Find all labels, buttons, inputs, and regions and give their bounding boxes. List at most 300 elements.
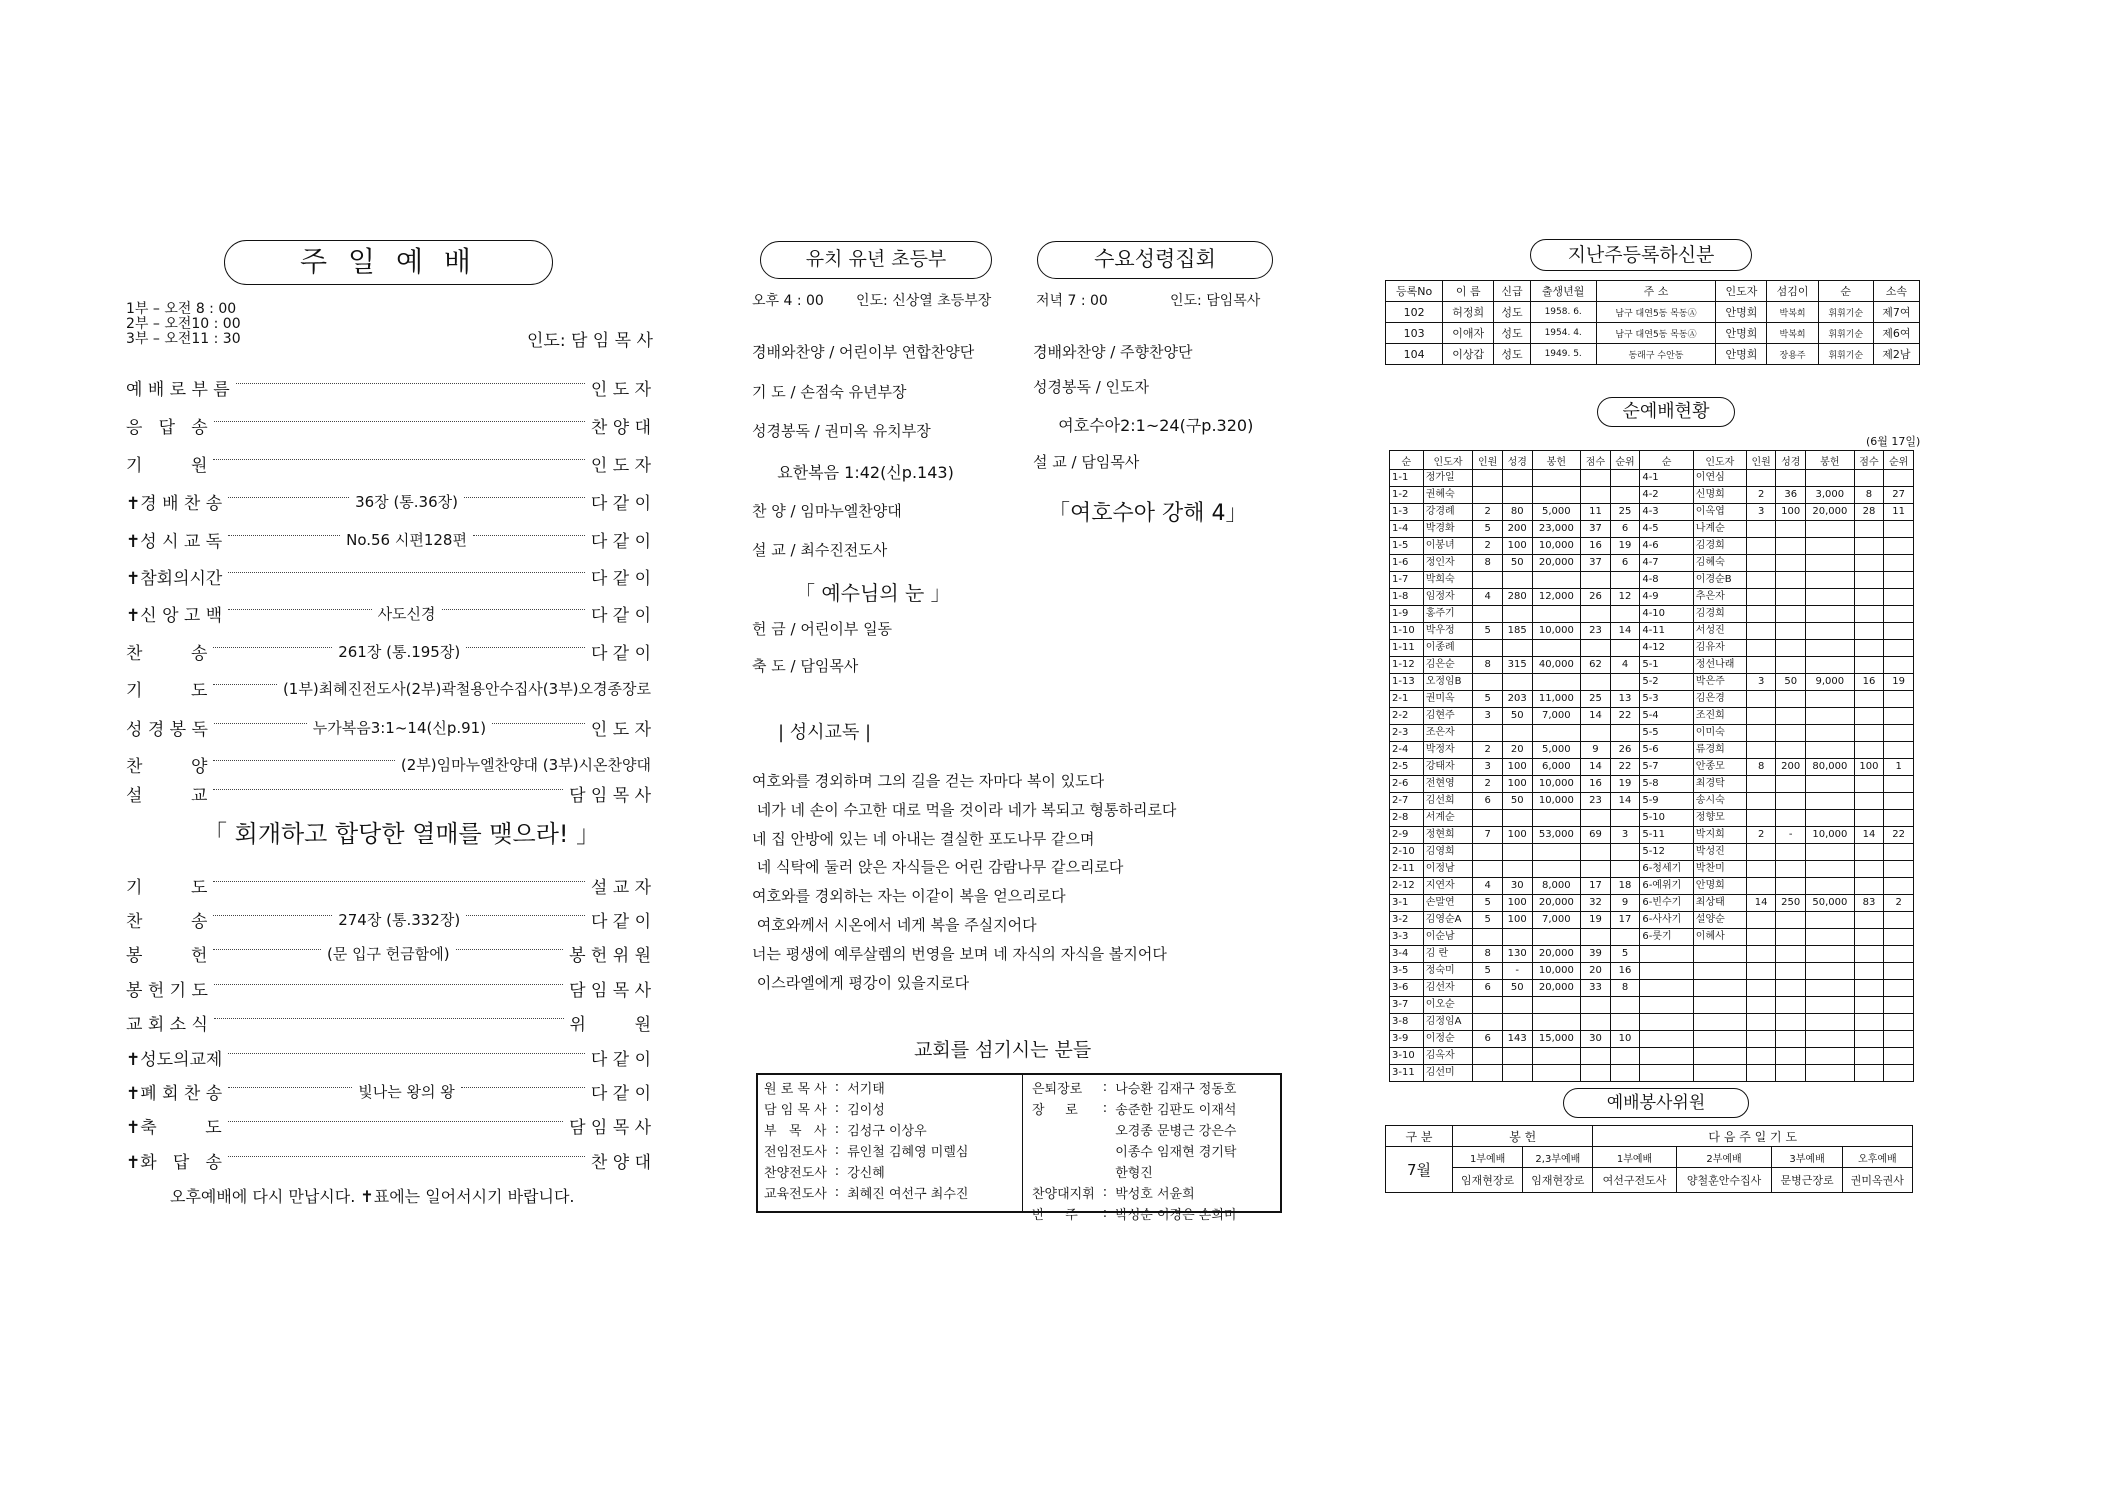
leader-row bbox=[1028, 1161, 1240, 1182]
attendance-cell bbox=[1884, 776, 1914, 793]
attendance-cell: 3,000 bbox=[1806, 487, 1855, 504]
newcomer-cell: 성도 bbox=[1494, 344, 1530, 365]
psalm-line: 여호와를 경외하는 자는 이같이 복을 얻으리로다 bbox=[752, 887, 1066, 906]
service-month: 7월 bbox=[1386, 1147, 1453, 1193]
attendance-cell bbox=[1884, 691, 1914, 708]
attendance-cell: 1-7 bbox=[1390, 572, 1424, 589]
kids-item: 찬 양 / 임마누엘찬양대 bbox=[752, 502, 902, 520]
attendance-cell bbox=[1746, 1065, 1776, 1082]
leader-role bbox=[1028, 1119, 1099, 1140]
attendance-row bbox=[1390, 997, 1914, 1014]
attendance-cell: 12 bbox=[1610, 589, 1640, 606]
attendance-cell bbox=[1502, 1065, 1532, 1082]
worship-order-item bbox=[126, 565, 651, 587]
attendance-cell: 13 bbox=[1610, 691, 1640, 708]
attendance-cell bbox=[1806, 1065, 1855, 1082]
attendance-row bbox=[1390, 827, 1914, 844]
attendance-cell: 5 bbox=[1473, 963, 1503, 980]
worship-order-detail: 빛나는 왕의 왕 bbox=[358, 1082, 455, 1101]
worship-order-label: 찬 양 bbox=[126, 756, 208, 777]
attendance-cell bbox=[1581, 1065, 1611, 1082]
attendance-cell: 200 bbox=[1502, 521, 1532, 538]
newcomer-cell: 102 bbox=[1386, 302, 1443, 323]
attendance-cell bbox=[1806, 538, 1855, 555]
psalm-line: 네가 네 손이 수고한 대로 먹을 것이라 네가 복되고 형통하리로다 bbox=[752, 800, 1177, 819]
attendance-cell bbox=[1806, 980, 1855, 997]
worship-order-label: ✝축 도 bbox=[126, 1117, 222, 1138]
newcomer-cell: 1954. 4. bbox=[1530, 323, 1596, 344]
worship-order-person: 다 같 이 bbox=[590, 605, 652, 626]
attendance-cell bbox=[1806, 589, 1855, 606]
attendance-cell: 김옥자 bbox=[1423, 1048, 1473, 1065]
attendance-header: 순 bbox=[1640, 451, 1693, 470]
worship-order-detail: 누가복음3:1~14(신p.91) bbox=[312, 718, 487, 737]
leader-names: 한형진 bbox=[1115, 1166, 1153, 1181]
leader-dots bbox=[442, 609, 585, 610]
leader-dots bbox=[214, 984, 563, 985]
attendance-cell: 62 bbox=[1581, 657, 1611, 674]
attendance-cell bbox=[1776, 572, 1806, 589]
attendance-row bbox=[1390, 878, 1914, 895]
leader-role: 전임전도사 bbox=[764, 1145, 827, 1160]
attendance-cell bbox=[1776, 861, 1806, 878]
leaders-left bbox=[760, 1077, 972, 1203]
attendance-cell: 5 bbox=[1473, 691, 1503, 708]
attendance-cell: 2-7 bbox=[1390, 793, 1424, 810]
wed-item: 설 교 / 담임목사 bbox=[1033, 453, 1140, 471]
attendance-cell: 5-10 bbox=[1640, 810, 1693, 827]
worship-order-item bbox=[126, 1114, 651, 1136]
newcomer-cell: 휘휘기순 bbox=[1818, 344, 1873, 365]
attendance-cell: 5-4 bbox=[1640, 708, 1693, 725]
attendance-cell: 6 bbox=[1610, 521, 1640, 538]
attendance-cell bbox=[1884, 1014, 1914, 1031]
attendance-cell: 이오순 bbox=[1423, 997, 1473, 1014]
leader-dots bbox=[213, 684, 276, 685]
attendance-cell bbox=[1473, 861, 1503, 878]
attendance-cell bbox=[1884, 521, 1914, 538]
leader-role bbox=[1099, 1161, 1111, 1182]
attendance-cell: 6-빈수기 bbox=[1640, 895, 1693, 912]
worship-order-detail: 사도신경 bbox=[377, 604, 436, 623]
newcomer-cell: 성도 bbox=[1494, 302, 1530, 323]
attendance-cell: 5-8 bbox=[1640, 776, 1693, 793]
attendance-cell: 4-3 bbox=[1640, 504, 1693, 521]
attendance-cell: 권혜숙 bbox=[1423, 487, 1473, 504]
attendance-cell bbox=[1581, 606, 1611, 623]
worship-order-item bbox=[126, 782, 651, 804]
sunday-worship-title: 주 일 예 배 bbox=[224, 240, 553, 285]
attendance-cell: 이옥엽 bbox=[1693, 504, 1746, 521]
attendance-cell: 설양순 bbox=[1693, 912, 1746, 929]
worship-order-label: 예 배 로 부 름 bbox=[126, 379, 230, 400]
attendance-cell: 손말연 bbox=[1423, 895, 1473, 912]
attendance-cell: 2-4 bbox=[1390, 742, 1424, 759]
attendance-cell: 4 bbox=[1610, 657, 1640, 674]
attendance-cell bbox=[1746, 810, 1776, 827]
attendance-cell bbox=[1746, 708, 1776, 725]
attendance-cell: 1-9 bbox=[1390, 606, 1424, 623]
attendance-cell: 4-5 bbox=[1640, 521, 1693, 538]
leader-dots bbox=[464, 497, 585, 498]
worship-order-person: 다 같 이 bbox=[590, 568, 651, 589]
attendance-cell: 10,000 bbox=[1532, 793, 1581, 810]
attendance-cell: 홍주기 bbox=[1423, 606, 1473, 623]
attendance-cell: 정향모 bbox=[1693, 810, 1746, 827]
attendance-row bbox=[1390, 691, 1914, 708]
attendance-cell: 37 bbox=[1581, 555, 1611, 572]
attendance-cell: 8 bbox=[1473, 946, 1503, 963]
attendance-cell bbox=[1776, 793, 1806, 810]
attendance-cell bbox=[1884, 606, 1914, 623]
attendance-cell: 5-3 bbox=[1640, 691, 1693, 708]
attendance-cell bbox=[1854, 793, 1884, 810]
attendance-cell: 2-5 bbox=[1390, 759, 1424, 776]
leader-row bbox=[760, 1161, 972, 1182]
attendance-cell: 18 bbox=[1610, 878, 1640, 895]
attendance-cell: 37 bbox=[1581, 521, 1611, 538]
attendance-cell: 6-사사기 bbox=[1640, 912, 1693, 929]
attendance-cell bbox=[1854, 1031, 1884, 1048]
attendance-cell bbox=[1746, 589, 1776, 606]
attendance-cell: 강경례 bbox=[1423, 504, 1473, 521]
attendance-cell bbox=[1502, 1014, 1532, 1031]
kids-worship-title: 유치 유년 초등부 bbox=[760, 241, 992, 279]
attendance-row bbox=[1390, 861, 1914, 878]
newcomer-cell: 안명희 bbox=[1716, 344, 1767, 365]
leader-row bbox=[760, 1119, 972, 1140]
leader-names: 강신혜 bbox=[847, 1166, 885, 1181]
attendance-row bbox=[1390, 810, 1914, 827]
attendance-cell bbox=[1854, 878, 1884, 895]
attendance-row bbox=[1390, 1031, 1914, 1048]
worship-order-detail: (2부)임마누엘찬양대 (3부)시온찬양대 bbox=[400, 755, 651, 774]
attendance-cell: 오정임B bbox=[1423, 674, 1473, 691]
attendance-header: 점수 bbox=[1854, 451, 1884, 470]
worship-order-label: 봉 헌 bbox=[126, 945, 208, 966]
leader-role: : bbox=[834, 1185, 840, 1200]
attendance-cell: 3 bbox=[1746, 504, 1776, 521]
attendance-cell: 9 bbox=[1610, 895, 1640, 912]
attendance-cell bbox=[1693, 946, 1746, 963]
attendance-cell bbox=[1502, 810, 1532, 827]
attendance-cell: 정숙미 bbox=[1423, 963, 1473, 980]
worship-order-label: ✝참회의시간 bbox=[126, 568, 223, 589]
attendance-cell: 1-1 bbox=[1390, 470, 1424, 487]
newcomer-cell: 박복희 bbox=[1767, 302, 1818, 323]
psalm-line: 여호와를 경외하며 그의 길을 걷는 자마다 복이 있도다 bbox=[752, 772, 1105, 790]
attendance-cell: 8 bbox=[1610, 980, 1640, 997]
attendance-cell bbox=[1806, 861, 1855, 878]
leader-dots bbox=[228, 609, 371, 610]
attendance-cell: 1-11 bbox=[1390, 640, 1424, 657]
attendance-cell: 이연심 bbox=[1693, 470, 1746, 487]
newcomer-cell: 남구 대연5동 목동Ⓐ bbox=[1596, 302, 1716, 323]
attendance-cell: 4-12 bbox=[1640, 640, 1693, 657]
leader-dots bbox=[213, 949, 320, 950]
attendance-cell bbox=[1806, 657, 1855, 674]
attendance-row bbox=[1390, 759, 1914, 776]
attendance-cell bbox=[1746, 657, 1776, 674]
attendance-cell: 6 bbox=[1473, 980, 1503, 997]
attendance-cell: 3-7 bbox=[1390, 997, 1424, 1014]
attendance-cell bbox=[1854, 1065, 1884, 1082]
attendance-row bbox=[1390, 640, 1914, 657]
attendance-cell bbox=[1854, 1014, 1884, 1031]
attendance-cell: 50 bbox=[1502, 980, 1532, 997]
attendance-row bbox=[1390, 555, 1914, 572]
attendance-cell: 2 bbox=[1473, 776, 1503, 793]
attendance-cell bbox=[1854, 623, 1884, 640]
worship-order-item bbox=[126, 753, 651, 775]
attendance-cell: 143 bbox=[1502, 1031, 1532, 1048]
attendance-cell bbox=[1854, 572, 1884, 589]
attendance-row bbox=[1390, 708, 1914, 725]
attendance-cell bbox=[1746, 878, 1776, 895]
attendance-cell: 4-11 bbox=[1640, 623, 1693, 640]
attendance-cell: 김영희 bbox=[1423, 844, 1473, 861]
attendance-cell: 5 bbox=[1473, 895, 1503, 912]
attendance-cell: 10,000 bbox=[1532, 623, 1581, 640]
attendance-header: 성경 bbox=[1502, 451, 1532, 470]
worship-order-item bbox=[126, 908, 651, 930]
attendance-cell bbox=[1746, 1014, 1776, 1031]
attendance-row bbox=[1390, 725, 1914, 742]
attendance-cell bbox=[1610, 997, 1640, 1014]
kids-item: 기 도 / 손점숙 유년부장 bbox=[752, 383, 907, 401]
attendance-cell: 2 bbox=[1473, 538, 1503, 555]
psalm-line: 네 식탁에 둘러 앉은 자식들은 어린 감람나무 같으리로다 bbox=[752, 858, 1124, 877]
attendance-cell bbox=[1473, 1065, 1503, 1082]
attendance-cell bbox=[1581, 810, 1611, 827]
attendance-cell: 50,000 bbox=[1806, 895, 1855, 912]
newcomer-cell: 휘휘기순 bbox=[1818, 323, 1873, 344]
attendance-cell: 나계순 bbox=[1693, 521, 1746, 538]
attendance-header: 봉헌 bbox=[1806, 451, 1855, 470]
attendance-header: 인도자 bbox=[1693, 451, 1746, 470]
attendance-cell bbox=[1610, 861, 1640, 878]
attendance-cell bbox=[1640, 1031, 1693, 1048]
attendance-cell bbox=[1806, 470, 1855, 487]
attendance-cell bbox=[1806, 623, 1855, 640]
attendance-cell: 5 bbox=[1473, 912, 1503, 929]
attendance-cell: 315 bbox=[1502, 657, 1532, 674]
attendance-cell bbox=[1776, 606, 1806, 623]
attendance-row bbox=[1390, 623, 1914, 640]
service-h-bonghun: 봉 헌 bbox=[1453, 1126, 1593, 1147]
leader-dots bbox=[213, 459, 584, 460]
attendance-cell: 53,000 bbox=[1532, 827, 1581, 844]
attendance-cell bbox=[1610, 674, 1640, 691]
worship-order-person: 담 임 목 사 bbox=[569, 785, 651, 806]
attendance-cell: 25 bbox=[1581, 691, 1611, 708]
attendance-cell bbox=[1473, 606, 1503, 623]
worship-order-label: 성 경 봉 독 bbox=[126, 719, 208, 740]
attendance-cell: 2-6 bbox=[1390, 776, 1424, 793]
attendance-cell: 박성진 bbox=[1693, 844, 1746, 861]
attendance-cell bbox=[1806, 640, 1855, 657]
worship-order-label: ✝성도의교제 bbox=[126, 1049, 223, 1070]
attendance-cell bbox=[1854, 708, 1884, 725]
worship-order-detail: 36장 (통.36장) bbox=[355, 492, 458, 511]
attendance-cell bbox=[1746, 691, 1776, 708]
attendance-header: 순위 bbox=[1610, 451, 1640, 470]
leader-role: : bbox=[834, 1101, 840, 1116]
attendance-header: 봉헌 bbox=[1532, 451, 1581, 470]
attendance-cell: 박우정 bbox=[1423, 623, 1473, 640]
attendance-cell bbox=[1884, 1031, 1914, 1048]
attendance-cell bbox=[1746, 793, 1776, 810]
attendance-cell bbox=[1776, 725, 1806, 742]
attendance-cell: 20 bbox=[1502, 742, 1532, 759]
attendance-cell bbox=[1884, 810, 1914, 827]
attendance-cell: 3-3 bbox=[1390, 929, 1424, 946]
worship-order-person: 담 임 목 사 bbox=[569, 980, 651, 1001]
time-1: 1부 – 오전 8 : 00 bbox=[126, 301, 237, 317]
worship-order-item bbox=[126, 376, 651, 398]
leader-role: : bbox=[1102, 1185, 1108, 1200]
attendance-cell bbox=[1581, 640, 1611, 657]
attendance-cell bbox=[1806, 946, 1855, 963]
attendance-cell: 2 bbox=[1884, 895, 1914, 912]
newcomer-cell: 남구 대연5동 목동Ⓐ bbox=[1596, 323, 1716, 344]
attendance-cell bbox=[1746, 912, 1776, 929]
attendance-cell: 5,000 bbox=[1532, 742, 1581, 759]
newcomer-cell: 이애자 bbox=[1443, 323, 1494, 344]
attendance-cell: 1-13 bbox=[1390, 674, 1424, 691]
newcomer-cell: 동래구 수안동 bbox=[1596, 344, 1716, 365]
attendance-cell: 8 bbox=[1473, 657, 1503, 674]
leader-role: : bbox=[834, 1143, 840, 1158]
attendance-cell bbox=[1776, 776, 1806, 793]
leader-dots bbox=[466, 915, 585, 916]
attendance-cell: 5-9 bbox=[1640, 793, 1693, 810]
service-value: 임재현장로 bbox=[1523, 1168, 1593, 1193]
attendance-cell: 3 bbox=[1473, 708, 1503, 725]
kids-leader: 인도: 신상열 초등부장 bbox=[856, 293, 992, 309]
attendance-cell bbox=[1502, 725, 1532, 742]
attendance-cell bbox=[1854, 589, 1884, 606]
attendance-cell: 14 bbox=[1610, 623, 1640, 640]
attendance-cell bbox=[1806, 691, 1855, 708]
attendance-cell: 7,000 bbox=[1532, 708, 1581, 725]
attendance-cell bbox=[1806, 521, 1855, 538]
attendance-cell bbox=[1532, 997, 1581, 1014]
attendance-cell bbox=[1854, 606, 1884, 623]
attendance-cell bbox=[1854, 742, 1884, 759]
newcomer-cell: 박복희 bbox=[1767, 323, 1818, 344]
attendance-cell bbox=[1610, 487, 1640, 504]
attendance-cell bbox=[1581, 572, 1611, 589]
attendance-row bbox=[1390, 946, 1914, 963]
attendance-cell: 3-11 bbox=[1390, 1065, 1424, 1082]
attendance-cell bbox=[1746, 946, 1776, 963]
attendance-cell bbox=[1640, 1014, 1693, 1031]
leader-dots bbox=[461, 1087, 585, 1088]
attendance-cell: 100 bbox=[1502, 827, 1532, 844]
attendance-cell bbox=[1502, 606, 1532, 623]
worship-order-detail: (문 입구 헌금함에) bbox=[326, 944, 450, 963]
attendance-cell: 6-예위기 bbox=[1640, 878, 1693, 895]
attendance-cell: 4-8 bbox=[1640, 572, 1693, 589]
attendance-cell: 8,000 bbox=[1532, 878, 1581, 895]
attendance-cell: 안명희 bbox=[1693, 878, 1746, 895]
attendance-cell: 추은자 bbox=[1693, 589, 1746, 606]
attendance-cell: 3-9 bbox=[1390, 1031, 1424, 1048]
attendance-cell bbox=[1806, 1014, 1855, 1031]
attendance-cell: 20,000 bbox=[1532, 895, 1581, 912]
newcomers-header: 등록No bbox=[1386, 281, 1443, 302]
attendance-cell: 5-1 bbox=[1640, 657, 1693, 674]
attendance-cell bbox=[1532, 725, 1581, 742]
attendance-cell: 8 bbox=[1473, 555, 1503, 572]
attendance-cell: 16 bbox=[1854, 674, 1884, 691]
attendance-cell: 김선자 bbox=[1423, 980, 1473, 997]
attendance-cell: 10,000 bbox=[1532, 963, 1581, 980]
worship-order-item bbox=[126, 640, 651, 662]
attendance-row bbox=[1390, 521, 1914, 538]
newcomers-header: 출생년월 bbox=[1530, 281, 1596, 302]
attendance-row bbox=[1390, 742, 1914, 759]
attendance-cell: 100 bbox=[1502, 759, 1532, 776]
worship-order-person: 다 같 이 bbox=[590, 493, 651, 514]
worship-order-label: ✝경 배 찬 송 bbox=[126, 493, 223, 514]
attendance-cell bbox=[1776, 912, 1806, 929]
attendance-header: 성경 bbox=[1776, 451, 1806, 470]
leader-names: 이종수 임재현 경기탁 bbox=[1115, 1145, 1237, 1160]
attendance-cell: 이혜사 bbox=[1693, 929, 1746, 946]
attendance-cell: 100 bbox=[1502, 538, 1532, 555]
attendance-cell bbox=[1502, 929, 1532, 946]
attendance-cell: 22 bbox=[1610, 759, 1640, 776]
attendance-cell: 김유자 bbox=[1693, 640, 1746, 657]
attendance-cell: 19 bbox=[1884, 674, 1914, 691]
attendance-cell bbox=[1532, 1065, 1581, 1082]
newcomers-header: 소속 bbox=[1873, 281, 1919, 302]
worship-order-person: 설 교 자 bbox=[590, 877, 651, 898]
attendance-cell: 서성진 bbox=[1693, 623, 1746, 640]
attendance-cell: 20,000 bbox=[1806, 504, 1855, 521]
attendance-cell bbox=[1854, 980, 1884, 997]
newcomer-row bbox=[1386, 323, 1920, 344]
newcomer-row bbox=[1386, 344, 1920, 365]
attendance-cell: 16 bbox=[1610, 963, 1640, 980]
attendance-cell bbox=[1884, 1065, 1914, 1082]
leader-row bbox=[1028, 1098, 1240, 1119]
newcomers-header: 섬김이 bbox=[1767, 281, 1818, 302]
attendance-cell: 정가일 bbox=[1423, 470, 1473, 487]
attendance-row bbox=[1390, 657, 1914, 674]
attendance-cell bbox=[1776, 589, 1806, 606]
attendance-cell: 이종례 bbox=[1423, 640, 1473, 657]
attendance-cell bbox=[1581, 1048, 1611, 1065]
leader-dots bbox=[213, 789, 563, 790]
attendance-row bbox=[1390, 1065, 1914, 1082]
attendance-cell: 3 bbox=[1746, 674, 1776, 691]
attendance-cell: 1-2 bbox=[1390, 487, 1424, 504]
attendance-cell: 이미숙 bbox=[1693, 725, 1746, 742]
leader-dots bbox=[214, 723, 307, 724]
attendance-cell bbox=[1884, 963, 1914, 980]
attendance-cell bbox=[1776, 997, 1806, 1014]
footer-note: 오후예배에 다시 만납시다. ✝표에는 일어서시기 바랍니다. bbox=[170, 1187, 575, 1206]
worship-order-item bbox=[126, 874, 651, 896]
attendance-row bbox=[1390, 776, 1914, 793]
attendance-cell bbox=[1884, 589, 1914, 606]
attendance-cell: 40,000 bbox=[1532, 657, 1581, 674]
newcomer-row bbox=[1386, 302, 1920, 323]
attendance-cell bbox=[1854, 810, 1884, 827]
